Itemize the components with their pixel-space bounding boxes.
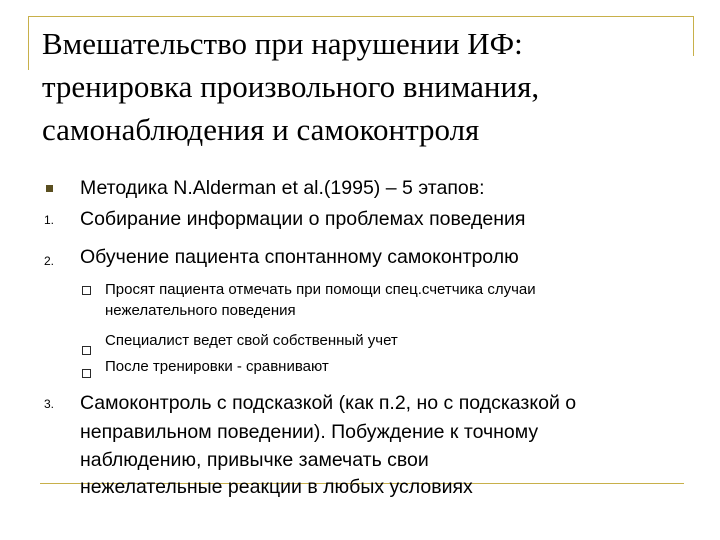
item-2-text: Обучение пациента спонтанному самоконтролю [80, 246, 519, 268]
title-line-1: Вмешательство при нарушении ИФ: [42, 26, 523, 61]
item-3-line-2: неправильном поведении). Побуждение к точному [80, 421, 539, 443]
subitem-2-text: Специалист ведет свой собственный учет [105, 332, 398, 349]
item-3-line-3: наблюдению, привычке замечать свои [80, 449, 429, 471]
title-line-3: самонаблюдения и самоконтроля [42, 112, 480, 147]
frame-top-line [28, 16, 694, 17]
item-1-marker: 1. [44, 213, 55, 227]
frame-left-line [28, 16, 29, 70]
checkbox-bullet-icon [82, 286, 91, 295]
subitem-1-line-1: Просят пациента отмечать при помощи спец.счетчика случаи [105, 281, 536, 298]
checkbox-bullet-icon [82, 346, 91, 355]
slide-title [42, 22, 702, 151]
title-line-2: тренировка произвольного внимания, [42, 69, 540, 104]
checkbox-bullet-icon [82, 369, 91, 378]
item-2-marker: 2. [44, 254, 55, 268]
item-1-text: Собирание информации о проблемах поведения [80, 208, 526, 230]
subitem-1-line-2: нежелательного поведения [105, 302, 296, 319]
item-3-line-1: Самоконтроль с подсказкой (как п.2, но с подсказкой о [80, 392, 577, 414]
intro-text: Методика N.Alderman et al.(1995) – 5 этапов: [80, 177, 485, 199]
subitem-3-text: После тренировки - сравнивают [105, 358, 329, 375]
item-3-marker: 3. [44, 397, 55, 411]
square-bullet-icon [46, 185, 53, 192]
item-3-line-4: нежелательные реакции в любых условиях [80, 476, 473, 498]
